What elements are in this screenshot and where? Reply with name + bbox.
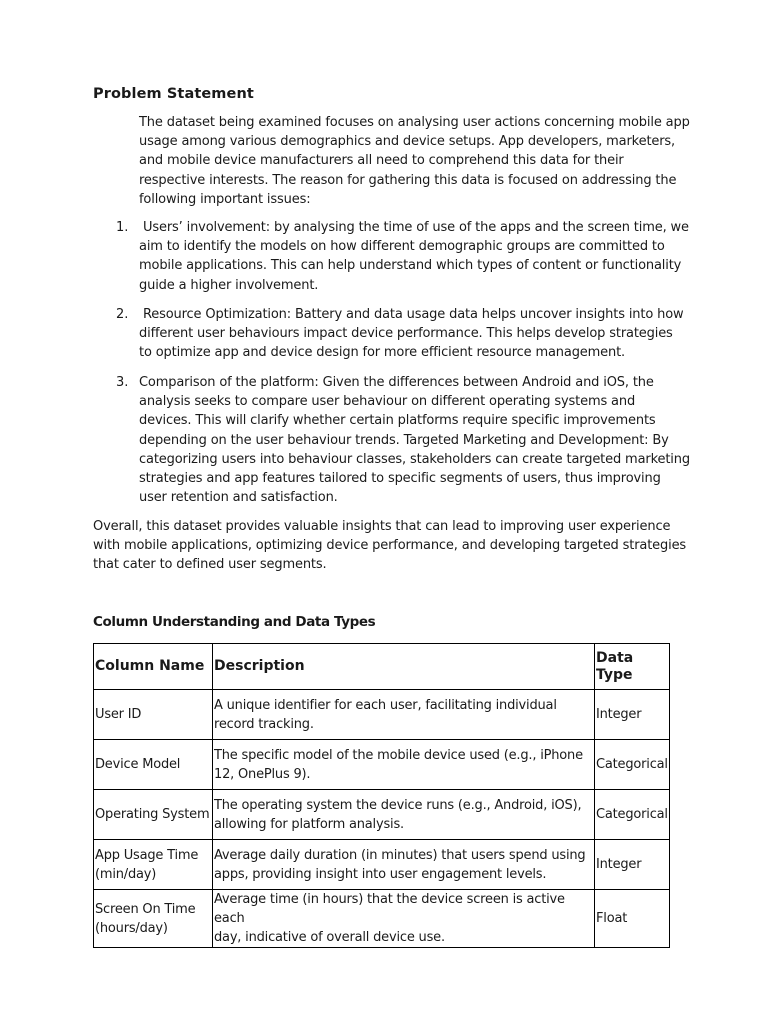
outro-paragraph: [93, 517, 686, 575]
intro-line: and mobile device manufacturers all need to comprehend this data for their: [139, 153, 624, 169]
table-row: [94, 690, 670, 740]
cell-data-type: Integer: [595, 840, 670, 890]
data-types-table: [93, 643, 670, 948]
header-data-type: [595, 644, 670, 690]
cell-data-type: Categorical: [595, 790, 670, 840]
list-item-platform-comparison: [139, 373, 690, 507]
list-number-3: 3.: [116, 375, 129, 390]
description-line: Average daily duration (in minutes) that users spend using: [214, 847, 586, 863]
list-item-line: mobile applications. This can help understand which types of content or functionality: [139, 258, 682, 274]
table-row: [94, 790, 670, 840]
column-name-line: (min/day): [95, 866, 157, 882]
list-item-line: aim to identify the models on how different demographic groups are committed to: [139, 239, 665, 255]
intro-line: The dataset being examined focuses on analysing user actions concerning mobile app: [139, 115, 690, 130]
table-row: [94, 840, 670, 890]
list-item-line: strategies and app features tailored to specific segments of users, thus improving: [139, 471, 661, 487]
list-item-line: different user behaviours impact device performance. This helps develop strategies: [139, 326, 673, 342]
table-header-row: [94, 644, 670, 690]
intro-paragraph: [139, 113, 690, 209]
cell-column-name: [94, 840, 213, 890]
table-row: [94, 890, 670, 948]
problem-statement-heading: Problem Statement: [93, 86, 254, 102]
intro-line: following important issues:: [139, 191, 311, 207]
cell-column-name: Operating System: [94, 790, 213, 840]
cell-description: [213, 740, 595, 790]
cell-column-name: User ID: [94, 690, 213, 740]
column-name-line: Screen On Time: [95, 901, 196, 917]
description-line: allowing for platform analysis.: [214, 816, 404, 832]
list-item-line: devices. This will clarify whether certain platforms require specific improvements: [139, 413, 656, 429]
column-name-line: (hours/day): [95, 920, 168, 936]
list-item-line: Users’ involvement: by analysing the time of use of the apps and the screen time, we: [139, 220, 689, 235]
list-item-line: depending on the user behaviour trends. Targeted Marketing and Development: By: [139, 432, 669, 448]
list-item-users-involvement: [139, 218, 689, 295]
list-item-line: Comparison of the platform: Given the differences between Android and iOS, the: [139, 375, 654, 390]
header-description: Description: [213, 644, 595, 690]
header-data-type-line: Type: [596, 666, 633, 683]
list-item-line: categorizing users into behaviour classes, stakeholders can create targeted marketing: [139, 451, 690, 467]
column-understanding-heading: Column Understanding and Data Types: [93, 614, 376, 630]
description-line: The operating system the device runs (e.g., Android, iOS),: [214, 797, 582, 813]
cell-description: [213, 890, 595, 948]
description-line: apps, providing insight into user engagement levels.: [214, 866, 547, 882]
table-row: [94, 740, 670, 790]
outro-line: Overall, this dataset provides valuable insights that can lead to improving user experience: [93, 519, 671, 534]
cell-description: [213, 790, 595, 840]
column-name-line: App Usage Time: [95, 847, 199, 863]
cell-description: [213, 840, 595, 890]
list-item-line: to optimize app and device design for more efficient resource management.: [139, 345, 626, 361]
cell-data-type: Float: [595, 890, 670, 948]
outro-line: with mobile applications, optimizing device performance, and developing targeted strategies: [93, 538, 687, 554]
list-number-2: 2.: [116, 307, 129, 322]
list-item-line: guide a higher involvement.: [139, 277, 319, 293]
description-line: Average time (in hours) that the device screen is active each: [214, 892, 565, 926]
list-item-line: user retention and satisfaction.: [139, 490, 338, 506]
list-item-line: analysis seeks to compare user behaviour on different operating systems and: [139, 394, 636, 410]
intro-line: respective interests. The reason for gathering this data is focused on addressing the: [139, 172, 677, 188]
cell-data-type: Integer: [595, 690, 670, 740]
outro-line: that cater to defined user segments.: [93, 557, 327, 573]
list-item-line: Resource Optimization: Battery and data usage data helps uncover insights into how: [139, 307, 684, 322]
description-line: A unique identifier for each user, facilitating individual: [214, 697, 557, 713]
cell-description: [213, 690, 595, 740]
description-line: The specific model of the mobile device used (e.g., iPhone: [214, 747, 583, 763]
description-line: day, indicative of overall device use.: [214, 930, 445, 945]
header-data-type-line: Data: [596, 649, 634, 666]
cell-column-name: [94, 890, 213, 948]
cell-column-name: Device Model: [94, 740, 213, 790]
header-column-name: Column Name: [94, 644, 213, 690]
intro-line: usage among various demographics and device setups. App developers, marketers,: [139, 134, 676, 150]
description-line: record tracking.: [214, 716, 314, 732]
list-number-1: 1.: [116, 220, 129, 235]
list-item-resource-optimization: [139, 305, 683, 363]
description-line: 12, OnePlus 9).: [214, 766, 311, 782]
cell-data-type: Categorical: [595, 740, 670, 790]
